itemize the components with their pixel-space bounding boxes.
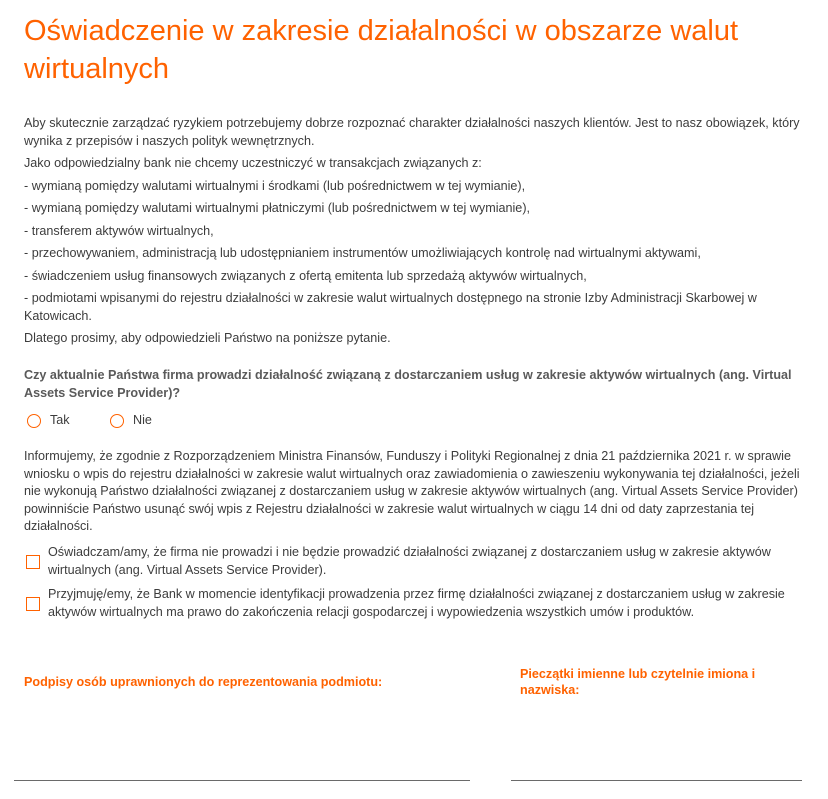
page-title: Oświadczenie w zakresie działalności w obszarze walut wirtualnych xyxy=(24,15,739,85)
acceptance-checkbox-row[interactable] xyxy=(26,586,821,621)
radio-option-no[interactable] xyxy=(110,412,152,430)
stamp-line[interactable] xyxy=(511,780,802,781)
intro-list-item: - podmiotami wpisanymi do rejestru działalności w zakresie walut wirtualnych dostępnego na stronie Izby Administracji Skarbowej w Katowicach. xyxy=(24,291,757,323)
stamp-label: Pieczątki imienne lub czytelnie imiona i nazwiska: xyxy=(520,667,756,697)
signature-line[interactable] xyxy=(14,780,470,781)
info-paragraph: Informujemy, że zgodnie z Rozporządzeniem Ministra Finansów, Funduszy i Polityki Regionalnej z dnia 21 października 2021 r. w sprawie wniosku o wpis do rejestru działalności w zakresie walut wirtualnych oraz zawiadomienia o zawieszeniu wykonywania tej działalności, jeżeli nie wykonują Państwo działalności związanej z dostarczaniem usług w zakresie aktywów wirtualnych (ang. Virtual Assets Service Provider) powinniście Państwo usunąć swój wpis z Rejestru działalności w zakresie walut wirtualnych w ciągu 14 dni od daty zaprzestania tej działalności. xyxy=(24,449,800,533)
vasp-question: Czy aktualnie Państwa firma prowadzi działalność związaną z dostarczaniem usług w zakresie aktywów wirtualnych (ang. Virtual Assets Service Provider)? xyxy=(24,368,792,400)
radio-yes-button[interactable] xyxy=(27,414,41,428)
radio-no-label: Nie xyxy=(133,413,152,427)
declaration-checkbox-row[interactable] xyxy=(26,544,821,579)
intro-list-item: - transferem aktywów wirtualnych, xyxy=(24,223,214,238)
intro-section xyxy=(24,115,819,353)
radio-no-button[interactable] xyxy=(110,414,124,428)
acceptance-checkbox[interactable] xyxy=(26,597,40,611)
intro-paragraph: Dlatego prosimy, aby odpowiedzieli Państwo na poniższe pytanie. xyxy=(24,331,391,345)
acceptance-text: Przyjmuję/emy, że Bank w momencie identyfikacji prowadzenia przez firmę działalności związanej z dostarczaniem usług w zakresie aktywów wirtualnych ma prawo do zakończenia relacji gospodarczej i wypowiedzenia wszystkich umów i produktów. xyxy=(48,587,785,619)
intro-paragraph: Jako odpowiedzialny bank nie chcemy uczestniczyć w transakcjach związanych z: xyxy=(24,156,482,170)
intro-list-item: - wymianą pomiędzy walutami wirtualnymi płatniczymi (lub pośrednictwem w tej wymianie), xyxy=(24,201,531,215)
intro-list-item: - świadczeniem usług finansowych związanych z ofertą emitenta lub sprzedażą aktywów wirtualnych, xyxy=(24,268,587,283)
radio-yes-label: Tak xyxy=(50,413,70,427)
signature-label: Podpisy osób uprawnionych do reprezentowania podmiotu: xyxy=(24,675,383,689)
radio-option-yes[interactable] xyxy=(27,412,70,430)
declaration-text: Oświadczam/amy, że firma nie prowadzi i nie będzie prowadzić działalności związanej z dostarczaniem usług w zakresie aktywów wirtualnych (ang. Virtual Assets Service Provider). xyxy=(48,545,771,577)
declaration-checkbox[interactable] xyxy=(26,555,40,569)
intro-list-item: - przechowywaniem, administracją lub udostępnianiem instrumentów umożliwiających kontrolę nad wirtualnymi aktywami, xyxy=(24,246,701,260)
intro-paragraph: Aby skutecznie zarządzać ryzykiem potrzebujemy dobrze rozpoznać charakter działalności naszych klientów. Jest to nasz obowiązek, który wynika z przepisów i naszych polityk wewnętrznych. xyxy=(24,116,800,148)
intro-list-item: - wymianą pomiędzy walutami wirtualnymi i środkami (lub pośrednictwem w tej wymianie), xyxy=(24,178,526,193)
